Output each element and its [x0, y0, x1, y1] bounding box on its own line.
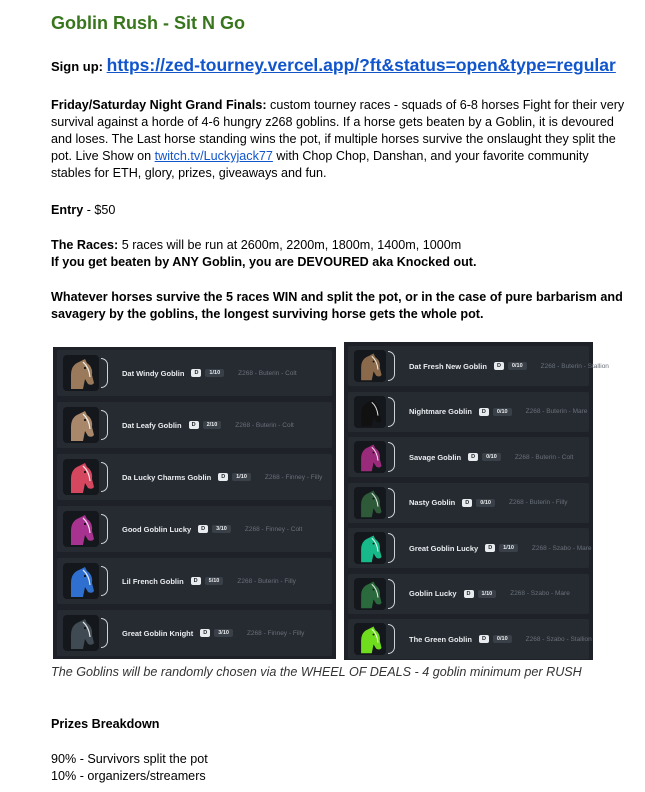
horse-rating: 1/10	[478, 590, 497, 598]
twitch-link[interactable]: twitch.tv/Luckyjack77	[154, 149, 273, 163]
horse-meta: Z268 - Buterin - Colt	[514, 453, 574, 461]
horse-name: Dat Leafy Goblin	[122, 420, 182, 430]
horse-avatar-icon	[63, 563, 99, 599]
horse-avatar-icon	[63, 407, 99, 443]
intro-text-2: with Chop Chop, Danshan, and your favorite community stables for ETH, glory, prizes, giveaways and fun.	[51, 149, 589, 180]
horse-meta: Z268 - Buterin - Filly	[237, 577, 296, 585]
horse-avatar-icon	[354, 350, 386, 382]
horse-avatar-icon	[354, 532, 386, 564]
horse-rating: 1/10	[232, 473, 251, 481]
signup-line	[51, 55, 616, 76]
entry-label: Entry	[51, 203, 84, 217]
horse-row[interactable]	[348, 574, 589, 614]
horse-name: Dat Fresh New Goblin	[409, 361, 487, 371]
horse-avatar-icon	[354, 487, 386, 519]
entry-value: - $50	[83, 203, 116, 217]
horse-row[interactable]	[57, 610, 332, 656]
horse-row[interactable]	[348, 528, 592, 568]
prizes-heading: Prizes Breakdown	[51, 717, 160, 731]
horse-badge: D	[191, 369, 201, 377]
horse-badge: D	[468, 453, 478, 461]
entry-line	[51, 202, 626, 219]
bracket-icon	[388, 442, 395, 472]
prize-item: 10% - organizers/streamers	[51, 769, 206, 783]
horse-meta: Z268 - Buterin - Filly	[508, 499, 568, 506]
horse-name: Good Goblin Lucky	[122, 524, 192, 534]
horse-meta: Z268 - Szabo - Mare	[510, 590, 570, 597]
horse-row[interactable]	[348, 392, 589, 432]
bracket-icon	[101, 514, 108, 544]
bracket-icon	[388, 351, 395, 381]
horse-row[interactable]	[57, 454, 332, 500]
intro-lead: Friday/Saturday Night Grand Finals:	[51, 98, 267, 112]
horse-row[interactable]	[348, 483, 589, 523]
page-title: Goblin Rush - Sit N Go	[51, 13, 245, 33]
intro-text-1: custom tourney races - squads of 6-8 horses Fight for their very survival against a horde of 4-6 hungry z268 goblins. If a horse gets beaten by a Goblin, it is devoured and loses. The Last horse standing wins the pot, if multiple horses survive the onslaught they split the pot. Live Show on	[51, 98, 625, 163]
horse-row[interactable]	[348, 619, 592, 659]
bracket-icon	[101, 566, 108, 596]
horse-rating: 5/10	[205, 577, 224, 585]
horse-row[interactable]	[57, 350, 332, 396]
horse-rating: 1/10	[499, 544, 518, 552]
horse-name: Lil French Goblin	[122, 576, 184, 586]
horse-row[interactable]	[348, 346, 609, 386]
bracket-icon	[388, 533, 395, 563]
horse-badge: D	[494, 362, 504, 370]
bracket-icon	[101, 618, 108, 648]
horse-avatar-icon	[63, 615, 99, 651]
horse-meta: Z268 - Buterin - Stallion	[540, 362, 609, 370]
horse-avatar-icon	[354, 441, 386, 473]
horse-rating: 1/10	[205, 369, 224, 377]
horse-name: Dat Windy Goblin	[122, 368, 185, 378]
horse-row[interactable]	[348, 437, 589, 477]
races-rule: If you get beaten by ANY Goblin, you are DEVOURED aka Knocked out.	[51, 255, 477, 269]
horse-meta: Z268 - Finney - Filly	[246, 629, 305, 637]
races-text: 5 races will be run at 2600m, 2200m, 1800m, 1400m, 1000m	[118, 238, 462, 252]
horse-badge: D	[479, 635, 489, 643]
horse-avatar-icon	[354, 578, 386, 610]
bracket-icon	[101, 462, 108, 492]
horse-badge: D	[485, 544, 495, 552]
bracket-icon	[388, 397, 395, 427]
goblin-roster-left	[53, 347, 336, 659]
bracket-icon	[388, 579, 395, 609]
horse-badge: D	[189, 421, 199, 429]
bracket-icon	[388, 488, 395, 518]
horse-meta: Z268 - Buterin - Colt	[235, 421, 294, 429]
horse-rating: 3/10	[212, 525, 231, 533]
horse-rating: 3/10	[214, 629, 233, 637]
horse-meta: Z268 - Buterin - Colt	[238, 369, 297, 377]
horse-badge: D	[218, 473, 228, 481]
horse-meta: Z268 - Finney - Colt	[244, 525, 303, 533]
horse-row[interactable]	[57, 506, 332, 552]
horse-name: Goblin Lucky	[409, 589, 457, 598]
horse-avatar-icon	[354, 396, 386, 428]
horse-name: Nightmare Goblin	[409, 407, 472, 416]
horse-row[interactable]	[57, 402, 332, 448]
horse-name: Savage Goblin	[409, 452, 462, 462]
horse-avatar-icon	[63, 355, 99, 391]
survive-paragraph: Whatever horses survive the 5 races WIN and split the pot, or in the case of pure barbarism and savagery by the goblins, the longest surviving horse gets the whole pot.	[51, 290, 623, 321]
horse-meta: Z268 - Szabo - Mare	[531, 544, 592, 552]
horse-row[interactable]	[57, 558, 332, 604]
wheel-caption: The Goblins will be randomly chosen via the WHEEL OF DEALS - 4 goblin minimum per RUSH	[51, 665, 582, 679]
horse-badge: D	[479, 408, 489, 416]
horse-rating: 0/10	[482, 453, 501, 461]
horse-rating: 0/10	[476, 499, 495, 507]
horse-rating: 0/10	[508, 362, 527, 370]
horse-avatar-icon	[354, 623, 386, 655]
races-label: The Races:	[51, 238, 119, 252]
horse-badge: D	[198, 525, 208, 533]
horse-meta: Z268 - Szabo - Stallion	[525, 635, 592, 643]
horse-rating: 2/10	[203, 421, 222, 429]
bracket-icon	[388, 624, 395, 654]
prize-item: 90% - Survivors split the pot	[51, 752, 208, 766]
horse-name: The Green Goblin	[409, 634, 472, 644]
horse-name: Nasty Goblin	[409, 498, 456, 507]
horse-avatar-icon	[63, 459, 99, 495]
horse-rating: 0/10	[493, 408, 512, 416]
horse-name: Great Goblin Knight	[122, 628, 194, 638]
horse-badge: D	[191, 577, 201, 585]
bracket-icon	[101, 410, 108, 440]
horse-name: Great Goblin Lucky	[409, 543, 479, 553]
intro-paragraph	[51, 97, 626, 182]
signup-label: Sign up:	[51, 59, 103, 74]
horse-badge: D	[200, 629, 210, 637]
horse-meta: Z268 - Buterin - Mare	[525, 408, 588, 415]
horse-badge: D	[464, 590, 474, 598]
signup-link[interactable]: https://zed-tourney.vercel.app/?ft&status=open&type=regular	[106, 55, 616, 75]
horse-avatar-icon	[63, 511, 99, 547]
bracket-icon	[101, 358, 108, 388]
races-paragraph	[51, 237, 626, 271]
goblin-roster-right	[344, 342, 609, 660]
horse-rating: 0/10	[493, 635, 512, 643]
horse-badge: D	[462, 499, 472, 507]
horse-meta: Z268 - Finney - Filly	[264, 473, 323, 481]
horse-name: Da Lucky Charms Goblin	[122, 472, 212, 482]
